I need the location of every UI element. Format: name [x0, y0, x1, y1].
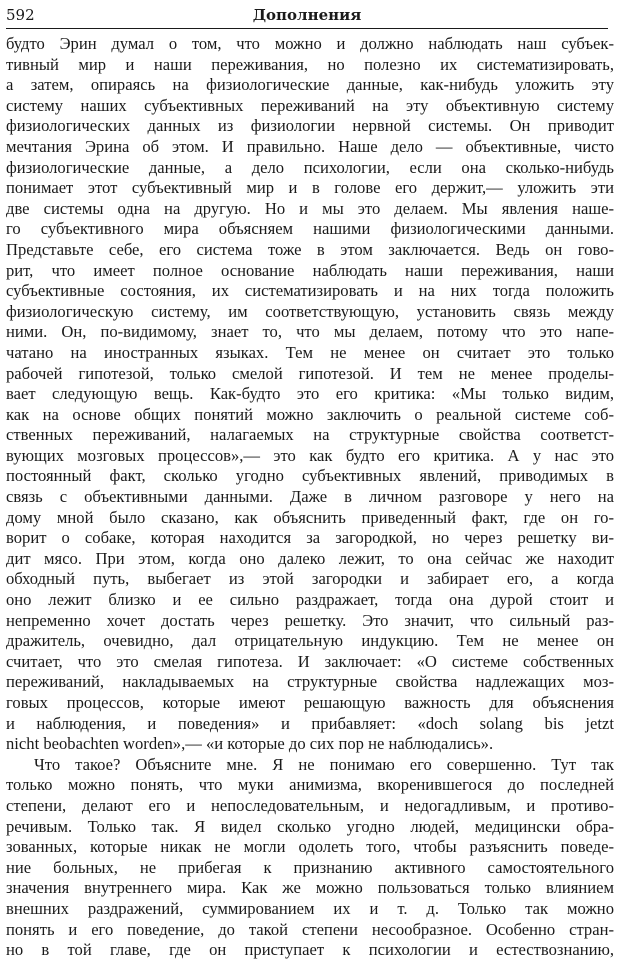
- book-page: [6, 0, 614, 960]
- text-line: физиологические данные, а дело психологии, если она сколько-нибудь: [6, 157, 614, 177]
- text-line: физиологических данных из физиологии нервной системы. Он приводит: [6, 116, 614, 136]
- page-number: 592: [6, 6, 35, 24]
- running-title: Дополнения: [252, 6, 362, 24]
- paragraph: [6, 755, 614, 961]
- text-line: как на основе общих понятий можно заключить о реальной системе соб-: [6, 404, 614, 424]
- text-line: ственных переживаний, налагаемых на структурные свойства соответст-: [6, 425, 614, 445]
- text-line: вующих мозговых процессов»,— это как будто его критика. А у нас это: [6, 445, 614, 465]
- text-line: рабочей гипотезой, только смелой гипотезой. И тем не менее проделы-: [6, 363, 614, 383]
- text-line: понять и его поведение, до такой степени несообразное. Особенно стран-: [6, 919, 614, 939]
- page-header: [6, 0, 608, 29]
- text-line: Что такое? Объясните мне. Я не понимаю его совершенно. Тут так: [34, 754, 614, 774]
- text-line: чатано на иностранных языках. Тем не менее он считает это только: [6, 342, 614, 362]
- text-line: тивный мир и наши переживания, но полезно их систематизировать,: [6, 54, 614, 74]
- text-line: вает следующую вещь. Как-будто это его критика: «Мы только видим,: [6, 384, 614, 404]
- text-line: говых процессов, которые имеют решающую важность для объяснения: [6, 693, 614, 712]
- text-line: дражитель, очевидно, дал отрицательную индукцию. Тем не менее он: [6, 631, 614, 651]
- text-line: оно лежит близко и ее сильно раздражает, тогда она дурой стоит и: [6, 590, 614, 610]
- text-line: субъективные состояния, их систематизировать и на них тогда положить: [6, 281, 614, 301]
- text-line: систему наших субъективных переживаний на эту объективную систему: [6, 95, 614, 115]
- text-line: непременно хочет достать через решетку. Это значит, что сильный раз-: [6, 610, 614, 630]
- text-line: постоянный факт, сколько угодно субъективных явлений, приводимых в: [6, 466, 614, 486]
- text-line: обходный путь, выбегает из этой загородки и забирает его, а когда: [6, 569, 614, 589]
- text-line: переживаний, накладываемых на структурные свойства надлежащих моз-: [6, 672, 614, 692]
- text-line: будто Эрин думал о том, что можно и должно наблюдать наш субъек-: [6, 34, 614, 53]
- text-line: дит мясо. При этом, когда оно далеко лежит, то она сейчас же находит: [6, 548, 614, 568]
- text-line: рит, что имеет полное основание наблюдать наши переживания, наши: [6, 260, 614, 280]
- text-line: физиологическую систему, им соответствующую, установить связь между: [6, 301, 614, 321]
- text-line: дому мной было сказано, как объяснить приведенный факт, где он го-: [6, 507, 614, 527]
- text-line: и наблюдения, и поведения» и прибавляет: «doch solang bis jetzt: [6, 713, 614, 733]
- paragraph: [6, 34, 614, 755]
- body-text: [6, 34, 614, 961]
- text-line: значения внутреннего мира. Как же можно пользоваться только влиянием: [6, 878, 614, 898]
- text-line: ние больных, не прибегая к признанию активного самостоятельного: [6, 857, 614, 877]
- text-line: зованных, которые никак не могли одолеть того, чтобы разъяснить поведе-: [6, 837, 614, 857]
- text-line: внешних раздражений, суммированием их и т. д. Только так можно: [6, 898, 614, 918]
- text-line: ворит о собаке, которая находится за загородкой, но через решетку ви-: [6, 528, 614, 548]
- text-line: Представьте себе, его система тоже в этом заключается. Ведь он гово-: [6, 239, 614, 259]
- text-line: только можно понять, что муки анимизма, вкоренившегося до последней: [6, 775, 614, 795]
- text-line: ними. Он, по-видимому, знает то, что мы делаем, потому что это напе-: [6, 322, 614, 342]
- text-line: речивым. Только так. Я видел сколько угодно людей, медицински обра-: [6, 816, 614, 836]
- text-line: но в той главе, где он приступает к психологии и естествознанию,: [6, 940, 614, 960]
- text-line: мечтания Эрина об этом. И правильно. Наше дело — объективные, чисто: [6, 136, 614, 156]
- text-line: nicht beobachten worden»,— «и которые до сих пор не наблюдались».: [6, 734, 494, 754]
- text-line: две системы одна на другую. Но и мы это делаем. Мы явления наше-: [6, 198, 614, 218]
- text-line: считает, что это смелая гипотеза. И заключает: «О системе собственных: [6, 651, 614, 671]
- text-line: связь с объективными данными. Даже в личном разговоре у него на: [6, 487, 614, 507]
- text-line: степени, делают его и непоследовательным, и недогадливым, и противо-: [6, 795, 614, 815]
- text-line: понимает этот субъективный мир и в голове его держит,— уложить эти: [6, 178, 614, 198]
- text-line: а затем, опираясь на физиологические данные, как-нибудь уложить эту: [6, 75, 614, 95]
- text-line: го субъективного мира объясняем нашими физиологическими данными.: [6, 219, 614, 239]
